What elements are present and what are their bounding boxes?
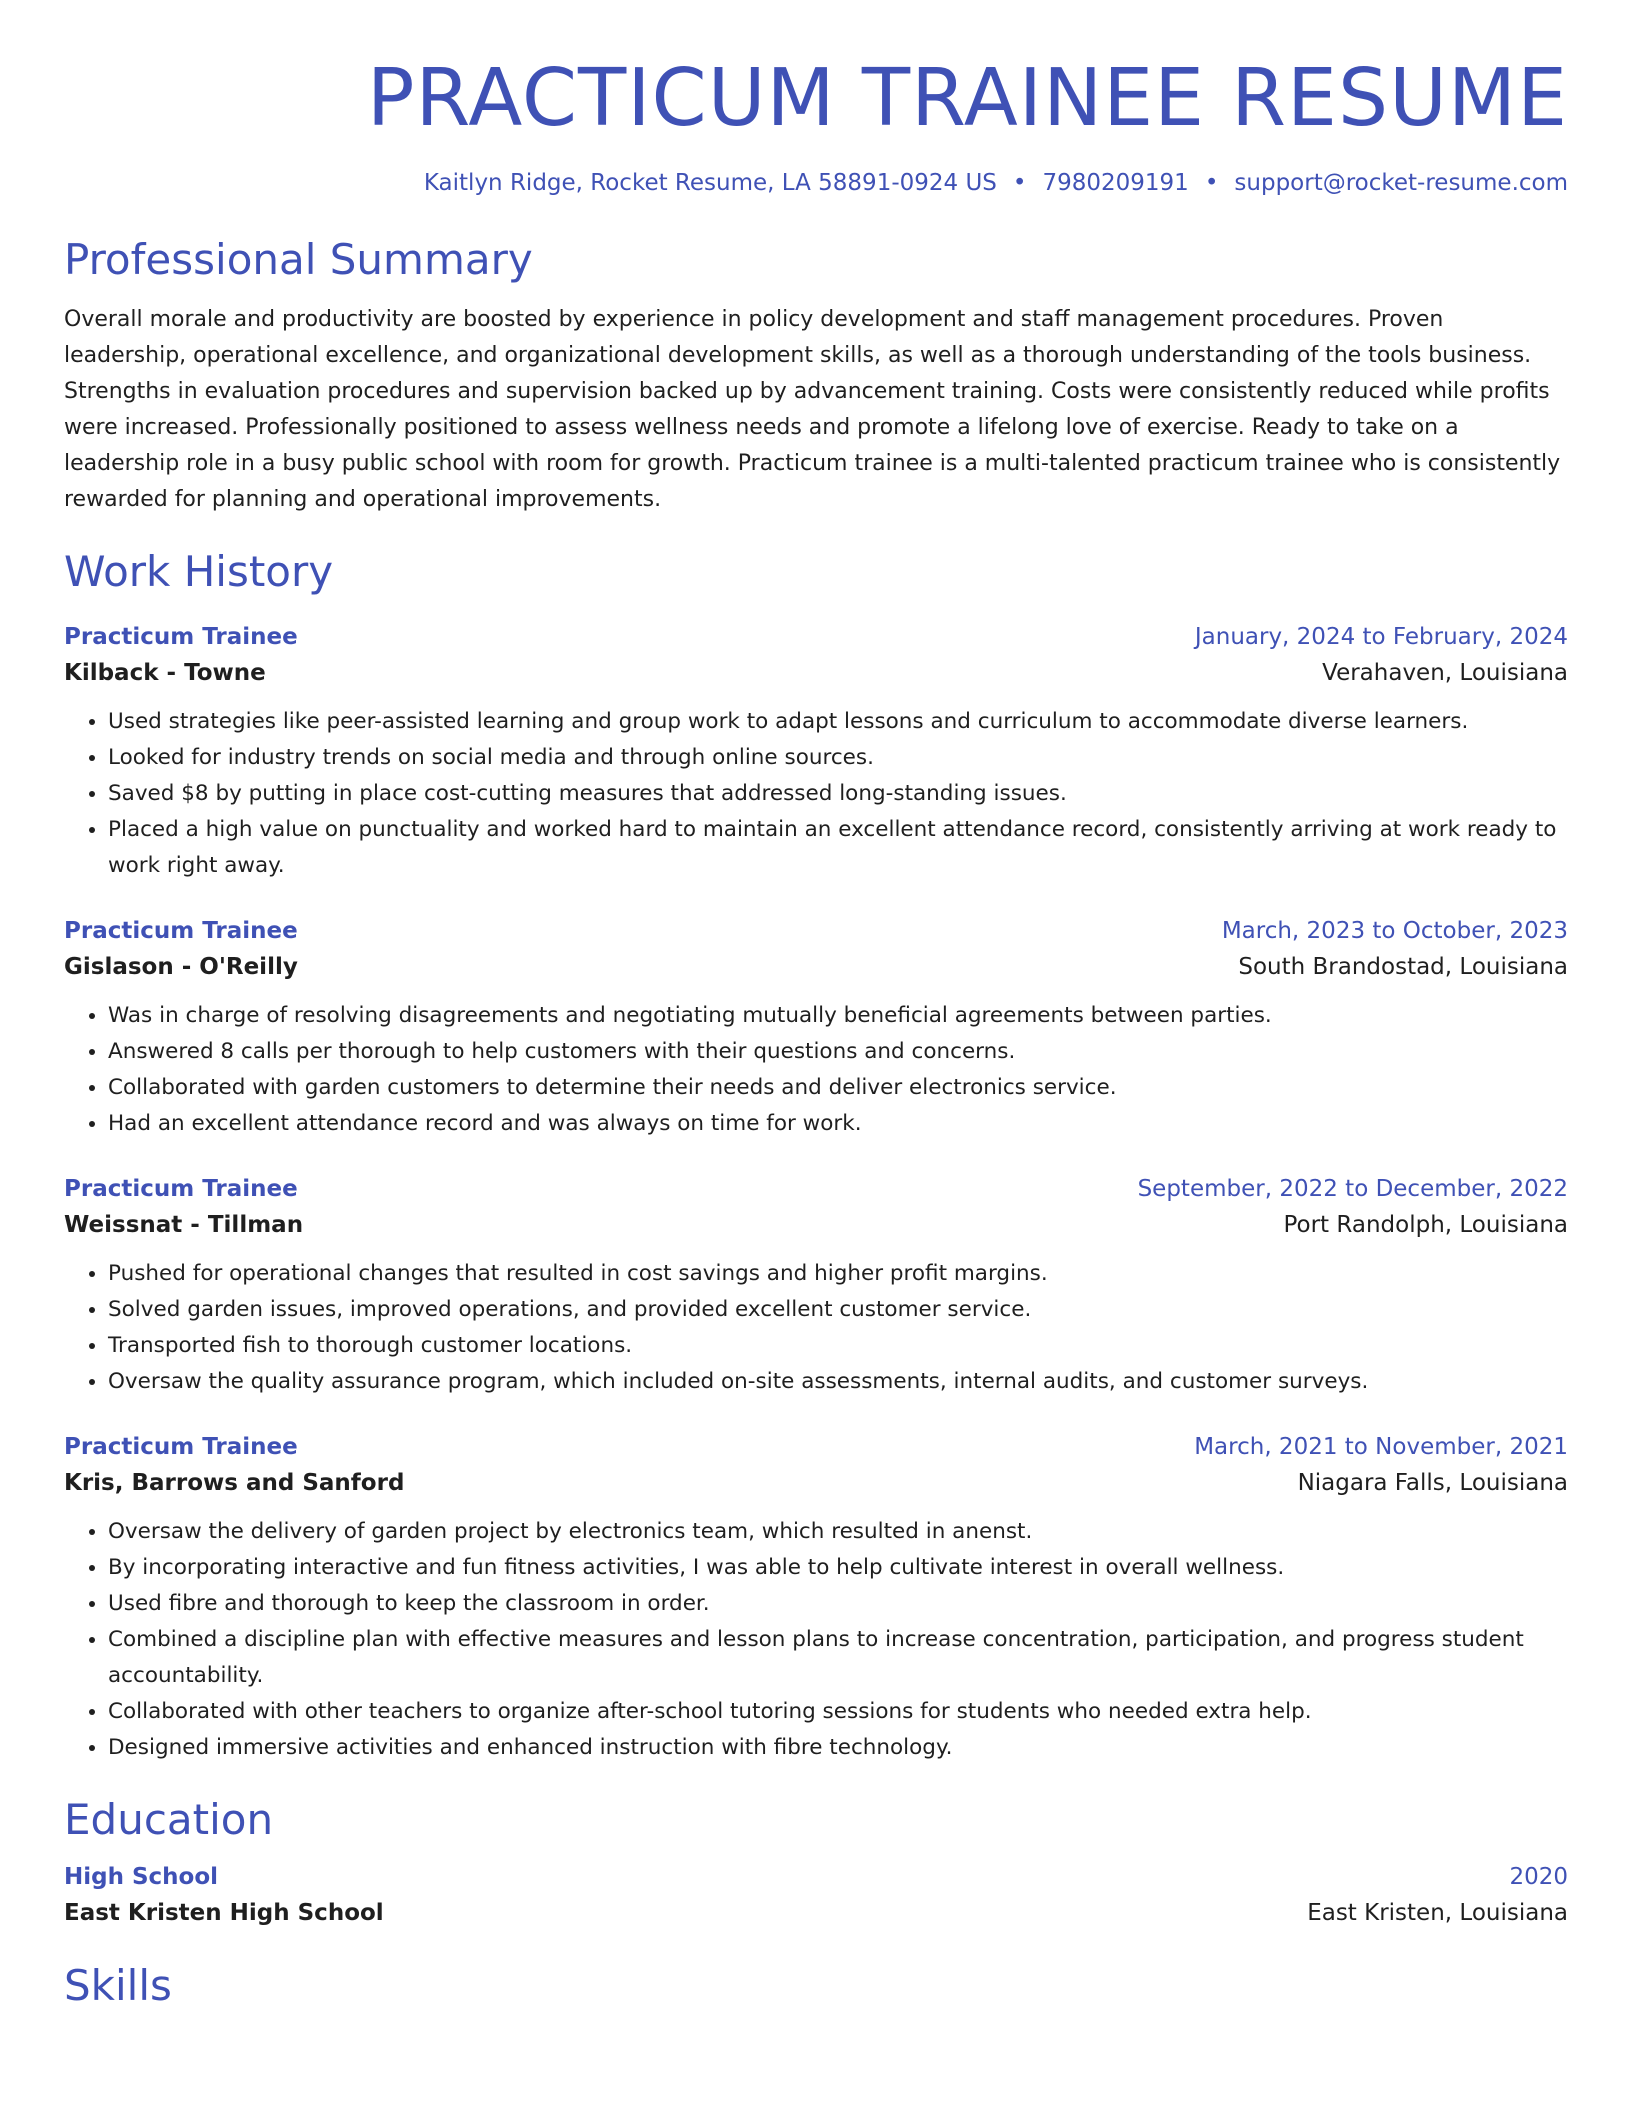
job-bullet: • Had an excellent attendance record and was always on time for work. — [108, 1106, 1568, 1142]
job-entry — [64, 620, 1568, 884]
job-bullet: • Used fibre and thorough to keep the classroom in order. — [108, 1586, 1568, 1622]
job-bullet: • Transported fish to thorough customer locations. — [108, 1328, 1568, 1364]
job-title: Practicum Trainee — [64, 624, 298, 650]
job-bullet: • Combined a discipline plan with effective measures and lesson plans to increase concentration, participation, and progress student accountability. — [108, 1622, 1568, 1694]
job-dates: January, 2024 to February, 2024 — [1194, 624, 1568, 650]
job-entry — [64, 914, 1568, 1142]
job-bullet: • Collaborated with garden customers to determine their needs and deliver electronics service. — [108, 1070, 1568, 1106]
job-bullet: • By incorporating interactive and fun fitness activities, I was able to help cultivate interest in overall wellness. — [108, 1550, 1568, 1586]
education-heading: Education — [64, 1795, 274, 1844]
job-subheader — [64, 654, 1568, 692]
job-dates: March, 2021 to November, 2021 — [1194, 1434, 1568, 1460]
education-degree: High School — [64, 1864, 219, 1890]
job-subheader — [64, 948, 1568, 986]
job-entry — [64, 1430, 1568, 1766]
job-header — [64, 1172, 1568, 1206]
education-header — [64, 1860, 1568, 1894]
job-bullets — [64, 704, 1568, 884]
summary-text: Overall morale and productivity are boosted by experience in policy development and staff management procedures. Proven leadership, operational excellence, and organizational development skills, as well as a thorough understanding of the tools business. Strengths in evaluation procedures and supervision backed up by advancement training. Costs were consistently reduced while profits were increased. Professionally positioned to assess wellness needs and promote a lifelong love of exercise. Ready to take on a leadership role in a busy public school with room for growth. Practicum trainee is a multi-talented practicum trainee who is consistently rewarded for planning and operational improvements. — [64, 307, 1561, 512]
education-year: 2020 — [1509, 1864, 1568, 1890]
job-employer: Weissnat - Tillman — [64, 1212, 304, 1238]
job-header — [64, 914, 1568, 948]
education-subheader — [64, 1894, 1568, 1932]
job-location: Niagara Falls, Louisiana — [1297, 1470, 1568, 1496]
job-employer: Gislason - O'Reilly — [64, 954, 298, 980]
job-bullet: • Placed a high value on punctuality and worked hard to maintain an excellent attendance record, consistently arriving at work ready to work right away. — [108, 812, 1568, 884]
job-bullet: • Looked for industry trends on social media and through online sources. — [108, 740, 1568, 776]
job-location: South Brandostad, Louisiana — [1238, 954, 1568, 980]
job-bullet: • Collaborated with other teachers to organize after-school tutoring sessions for students who needed extra help. — [108, 1694, 1568, 1730]
contact-email: support@rocket-resume.com — [1234, 170, 1568, 196]
job-dates: September, 2022 to December, 2022 — [1137, 1176, 1568, 1202]
job-subheader — [64, 1464, 1568, 1502]
contact-phone: 7980209191 — [1042, 170, 1189, 196]
summary-heading: Professional Summary — [64, 235, 533, 284]
job-bullet: • Answered 8 calls per thorough to help customers with their questions and concerns. — [108, 1034, 1568, 1070]
job-location: Verahaven, Louisiana — [1322, 660, 1568, 686]
job-subheader — [64, 1206, 1568, 1244]
contact-address: Kaitlyn Ridge, Rocket Resume, LA 58891-0924 US — [423, 170, 997, 196]
job-header — [64, 1430, 1568, 1464]
job-entry — [64, 1172, 1568, 1400]
job-bullet: • Pushed for operational changes that resulted in cost savings and higher profit margins. — [108, 1256, 1568, 1292]
job-bullet: • Oversaw the quality assurance program, which included on-site assessments, internal audits, and customer surveys. — [108, 1364, 1568, 1400]
job-header — [64, 620, 1568, 654]
job-bullet: • Solved garden issues, improved operations, and provided excellent customer service. — [108, 1292, 1568, 1328]
job-bullets — [64, 1514, 1568, 1766]
education-entry — [64, 1860, 1568, 1932]
contact-separator: • — [1204, 170, 1219, 196]
contact-line — [64, 168, 1568, 198]
job-bullets — [64, 1256, 1568, 1400]
job-bullet: • Was in charge of resolving disagreements and negotiating mutually beneficial agreements between parties. — [108, 998, 1568, 1034]
education-school: East Kristen High School — [64, 1900, 384, 1926]
job-bullet: • Saved $8 by putting in place cost-cutting measures that addressed long-standing issues. — [108, 776, 1568, 812]
education-location: East Kristen, Louisiana — [1307, 1900, 1568, 1926]
skills-heading: Skills — [64, 1961, 172, 2010]
job-title: Practicum Trainee — [64, 1434, 298, 1460]
job-location: Port Randolph, Louisiana — [1283, 1212, 1568, 1238]
job-bullet: • Oversaw the delivery of garden project by electronics team, which resulted in anenst. — [108, 1514, 1568, 1550]
job-bullet: • Designed immersive activities and enhanced instruction with fibre technology. — [108, 1730, 1568, 1766]
contact-separator: • — [1012, 170, 1027, 196]
job-bullet: • Used strategies like peer-assisted learning and group work to adapt lessons and curriculum to accommodate diverse learners. — [108, 704, 1568, 740]
job-dates: March, 2023 to October, 2023 — [1221, 918, 1568, 944]
resume-title: PRACTICUM TRAINEE RESUME — [366, 52, 1568, 144]
job-employer: Kilback - Towne — [64, 660, 266, 686]
job-bullets — [64, 998, 1568, 1142]
job-title: Practicum Trainee — [64, 1176, 298, 1202]
job-title: Practicum Trainee — [64, 918, 298, 944]
job-employer: Kris, Barrows and Sanford — [64, 1470, 405, 1496]
work-history-heading: Work History — [64, 547, 334, 596]
